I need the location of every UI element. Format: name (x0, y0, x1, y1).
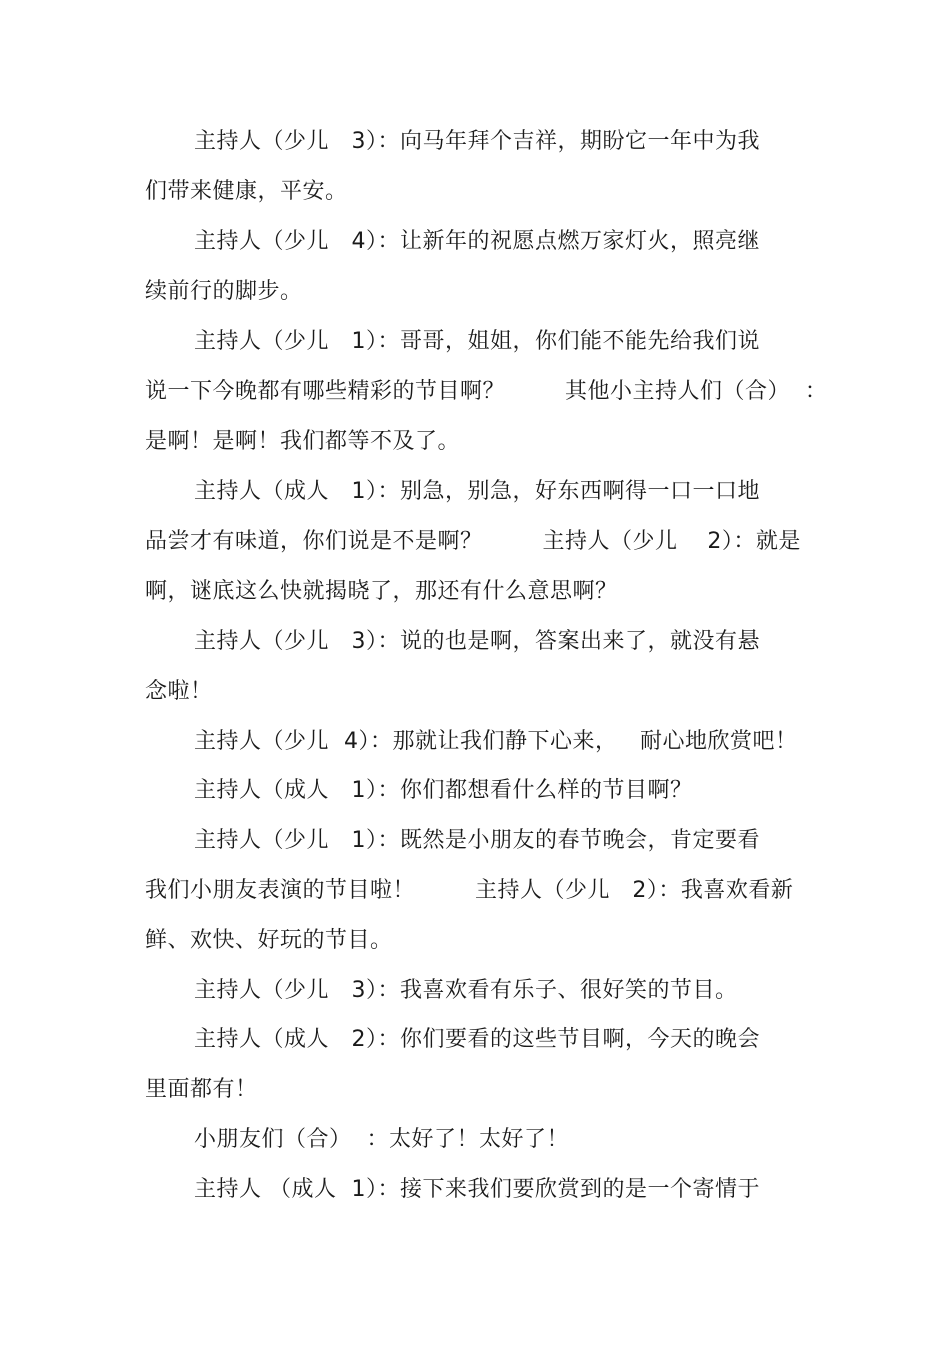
text-line: 主持人（成人 2）：你们要看的这些节目啊，今天的晚会 (194, 1027, 760, 1052)
text-line: 主持人（成人 1）：别急，别急，好东西啊得一口一口地 (194, 479, 760, 504)
text-line: 主持人（少儿 1）：既然是小朋友的春节晚会，肯定要看 (194, 828, 760, 853)
text-line: 说一下今晚都有哪些精彩的节目啊？ 其他小主持人们（合） ： (145, 379, 828, 404)
text-line: 主持人（少儿 4）：那就让我们静下心来， 耐心地欣赏吧！ (194, 729, 798, 754)
text-line: 念啦！ (145, 679, 213, 704)
text-line: 主持人（成人 1）：你们都想看什么样的节目啊？ (194, 778, 693, 803)
text-line: 主持人（少儿 4）：让新年的祝愿点燃万家灯火，照亮继 (194, 229, 760, 254)
text-line: 鲜、欢快、好玩的节目。 (145, 928, 393, 953)
text-line: 里面都有！ (145, 1077, 258, 1102)
text-line: 主持人（少儿 3）：说的也是啊，答案出来了，就没有悬 (194, 629, 760, 654)
text-line: 们带来健康，平安。 (145, 179, 348, 204)
text-line: 续前行的脚步。 (145, 279, 303, 304)
text-line: 主持人（少儿 3）：我喜欢看有乐子、很好笑的节目。 (194, 978, 738, 1003)
text-line: 啊，谜底这么快就揭晓了，那还有什么意思啊？ (145, 579, 618, 604)
text-line: 主持人（少儿 1）：哥哥，姐姐，你们能不能先给我们说 (194, 329, 760, 354)
text-line: 主持人（少儿 3）：向马年拜个吉祥，期盼它一年中为我 (194, 129, 760, 154)
text-line: 小朋友们（合） ：太好了！太好了！ (194, 1127, 569, 1152)
text-line: 我们小朋友表演的节目啦！ 主持人（少儿 2）：我喜欢看新 (145, 878, 794, 903)
text-line: 是啊！是啊！我们都等不及了。 (145, 429, 461, 454)
text-line: 主持人 （成人 1）：接下来我们要欣赏到的是一个寄情于 (194, 1177, 760, 1202)
text-line: 品尝才有味道，你们说是不是啊？ 主持人（少儿 2）：就是 (145, 529, 801, 554)
